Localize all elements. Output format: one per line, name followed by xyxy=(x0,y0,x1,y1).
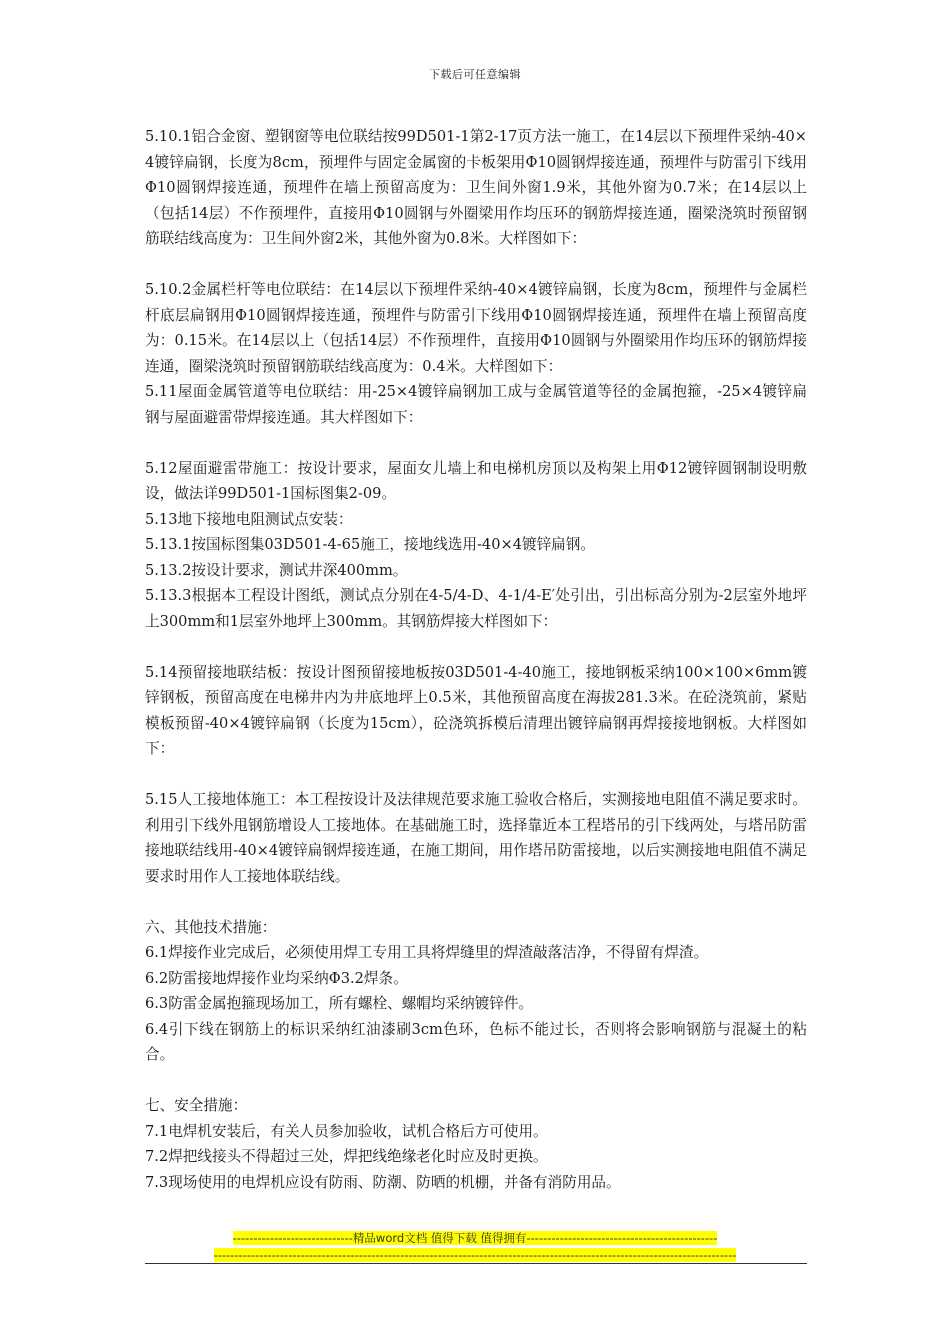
paragraph-gap xyxy=(145,1068,807,1094)
paragraph-5-13-3: 5.13.3根据本工程设计图纸，测试点分别在4-5/4-D、4-1/4-E′处引出，引出标高分别为-2层室外地坪上300mm和1层室外地坪上300mm。其钢筋焊接大样图如下： xyxy=(145,587,807,630)
paragraph-6-4: 6.4引下线在钢筋上的标识采纳红油漆刷3cm色环，色标不能过长，否则将会影响钢筋与混凝土的粘合。 xyxy=(145,1020,807,1063)
paragraph-7-1: 7.1电焊机安装后，有关人员参加验收，试机合格后方可使用。 xyxy=(145,1122,548,1140)
paragraph-5-10-2: 5.10.2金属栏杆等电位联结：在14层以下预埋件采纳-40×4镀锌扁钢，长度为8cm，预埋件与金属栏杆底层扁钢用Φ10圆钢焊接连通，预埋件与防雷引下线用Φ10圆钢焊接连通，预埋件在墙上预留高度为：0.15米。在14层以上（包括14层）不作预埋件，直接用Φ10圆钢与外圈梁用作均压环的钢筋焊接连通，圈梁浇筑时预留钢筋联结线高度为：0.4米。大样图如下： xyxy=(145,281,807,375)
paragraph-5-10-1: 5.10.1铝合金窗、塑钢窗等电位联结按99D501-1第2-17页方法一施工，在14层以下预埋件采纳-40×4镀锌扁钢，长度为8cm，预埋件与固定金属窗的卡板架用Φ10圆钢焊接连通，预埋件与防雷引下线用Φ10圆钢焊接连通，预埋件在墙上预留高度为：卫生间外窗1.9米，其他外窗为0.7米；在14层以上（包括14层）不作预埋件，直接用Φ10圆钢与外圈梁用作均压环的钢筋焊接连通，圈梁浇筑时预留钢筋联结线高度为：卫生间外窗2米，其他外窗为0.8米。大样图如下： xyxy=(145,128,807,247)
paragraph-5-13: 5.13地下接地电阻测试点安装： xyxy=(145,510,353,528)
footer-banner-line-1 xyxy=(0,1230,950,1246)
page-header: 下载后可任意编辑 xyxy=(429,68,521,81)
footer-banner-text-1: -----------------------------精品word文档 值得下载 值得拥有---------------------------------------------- xyxy=(232,1231,718,1245)
paragraph-7-3: 7.3现场使用的电焊机应设有防雨、防潮、防晒的机棚，并备有消防用品。 xyxy=(145,1173,621,1191)
paragraph-5-11: 5.11屋面金属管道等电位联结：用-25×4镀锌扁钢加工成与金属管道等径的金属抱箍，-25×4镀锌扁钢与屋面避雷带焊接连通。其大样图如下： xyxy=(145,383,807,426)
paragraph-7-2: 7.2焊把线接头不得超过三处，焊把线绝缘老化时应及时更换。 xyxy=(145,1148,548,1165)
paragraph-gap xyxy=(145,634,807,660)
paragraph-gap xyxy=(145,252,807,278)
section-heading-7: 七、安全措施： xyxy=(145,1097,248,1114)
footer-divider xyxy=(145,1263,807,1264)
paragraph-6-2: 6.2防雷接地焊接作业均采纳Φ3.2焊条。 xyxy=(145,969,408,987)
paragraph-gap xyxy=(145,762,807,788)
paragraph-5-13-2: 5.13.2按设计要求，测试井深400mm。 xyxy=(145,561,408,579)
section-heading-6: 六、其他技术措施： xyxy=(145,918,277,936)
paragraph-6-1: 6.1焊接作业完成后，必须使用焊工专用工具将焊缝里的焊渣敲落洁净，不得留有焊渣。 xyxy=(145,944,709,961)
paragraph-6-3: 6.3防雷金属抱箍现场加工，所有螺栓、螺帽均采纳镀锌件。 xyxy=(145,995,534,1012)
paragraph-gap xyxy=(145,430,807,456)
paragraph-5-15: 5.15人工接地体施工：本工程按设计及法律规范要求施工验收合格后，实测接地电阻值不满足要求时。利用引下线外甩钢筋增设人工接地体。在基础施工时，选择靠近本工程塔吊的引下线两处，与塔吊防雷接地联结线用-40×4镀锌扁钢焊接连通，在施工期间，用作塔吊防雷接地，以后实测接地电阻值不满足要求时用作人工接地体联结线。 xyxy=(145,791,807,885)
paragraph-gap xyxy=(145,889,807,915)
paragraph-5-12: 5.12屋面避雷带施工：按设计要求，屋面女儿墙上和电梯机房顶以及构架上用Φ12镀锌圆钢制设明敷设，做法详99D501-1国标图集2-09。 xyxy=(145,459,807,502)
footer-banner-text-2: ------------------------------------------------------------------------------------------------------------------------------ xyxy=(213,1248,737,1262)
document-body xyxy=(145,124,807,1195)
paragraph-5-14: 5.14预留接地联结板：按设计图预留接地板按03D501-4-40施工，接地钢板采纳100×100×6mm镀锌钢板，预留高度在电梯井内为井底地坪上0.5米，其他预留高度在海拔281.3米。在砼浇筑前，紧贴模板预留-40×4镀锌扁钢（长度为15cm），砼浇筑拆模后清理出镀锌扁钢再焊接接地钢板。大样图如下： xyxy=(145,663,807,757)
footer-banner-line-2 xyxy=(0,1248,950,1262)
paragraph-5-13-1: 5.13.1按国标图集03D501-4-65施工，接地线选用-40×4镀锌扁钢。 xyxy=(145,536,595,553)
